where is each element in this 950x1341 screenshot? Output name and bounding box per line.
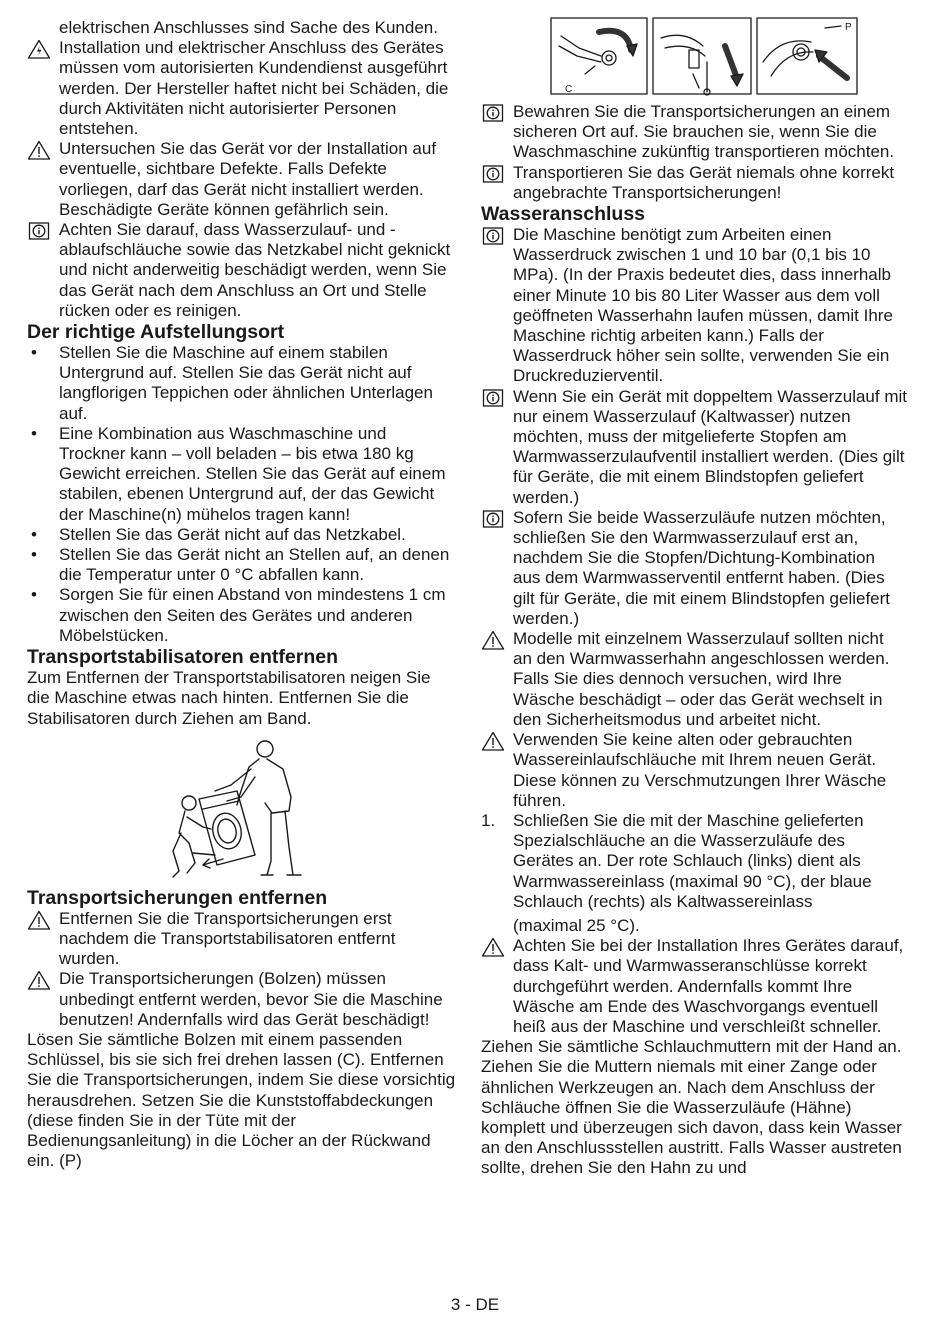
warning-icon: [481, 731, 505, 751]
left-column: [27, 18, 457, 1171]
info-icon: [481, 388, 505, 408]
bullet-item: [27, 585, 457, 646]
step-number: 1.: [481, 810, 496, 830]
bullet-dot: •: [31, 545, 37, 565]
note-text: Bewahren Sie die Transportsicherungen an einem sicheren Ort auf. Sie brauchen sie, wenn Sie die Waschmaschine zukünftig transportieren möchten.: [513, 102, 895, 162]
note-bolts-order: [27, 909, 457, 970]
section-title-location: Der richtige Aufstellungsort: [27, 321, 285, 344]
step-text: Schließen Sie die mit der Maschine gelieferten Spezialschläuche an die Wasserzuläufe des Gerätes an. Der rote Schlauch (links) dient als Warmwassereinlass (maximal 90 °C), der blaue Schlauch (rechts) als Kaltwassereinlass: [513, 810, 872, 911]
note-hoses: [27, 220, 457, 321]
note-text: Achten Sie darauf, dass Wasserzulauf- und -ablaufschläuche sowie das Netzkabel nicht geknickt und nicht anderweitig beschädigt werden, wenn Sie das Gerät nach dem Anschluss an Ort und Stelle rücken oder es reinigen.: [59, 220, 451, 320]
note-keep-bolts: [481, 102, 907, 163]
note-installation: [27, 38, 457, 139]
info-icon: [27, 221, 51, 241]
bullet-dot: •: [31, 524, 37, 544]
note-water-pressure: [481, 225, 907, 387]
bullet-item: [27, 545, 457, 585]
section-title-water-connection: Wasseranschluss: [481, 203, 646, 226]
note-text: Entfernen Sie die Transportsicherungen erst nachdem die Transportstabilisatoren entfernt wurden.: [59, 908, 396, 969]
note-text: Verwenden Sie keine alten oder gebrauchten Wassereinlaufschläuche mit Ihrem neuen Gerät. Diese können zu Verschmutzungen Ihrer Wäsche führen.: [513, 730, 887, 810]
bolt-removal-figure: [481, 16, 907, 98]
note-text: Wenn Sie ein Gerät mit doppeltem Wasserzulauf mit nur einem Wasserzulauf (Kaltwasser) nutzen möchten, muss der mitgelieferte Stopfen am Warmwasserzulaufventil installiert werden. (Dies gilt für Geräte, die mit einem Blindstopfen geliefert werden.): [513, 386, 907, 507]
note-both-inlets: [481, 508, 907, 629]
warning-icon: [27, 910, 51, 930]
warning-icon: [481, 630, 505, 650]
note-text: Modelle mit einzelnem Wasserzulauf sollten nicht an den Warmwasserhahn angeschlossen werden. Falls Sie dies dennoch versuchen, wird Ihre Wäsche beschädigt – oder das Gerät wechselt in den Sicherheitsmodus und arbeitet nicht.: [513, 629, 890, 729]
note-single-inlet: [481, 387, 907, 508]
note-text: Die Transportsicherungen (Bolzen) müssen unbedingt entfernt werden, bevor Sie die Maschine benutzen! Andernfalls wird das Gerät beschädigt!: [59, 969, 443, 1029]
section-title-transport-bolts: Transportsicherungen entfernen: [27, 886, 328, 909]
note-text: Transportieren Sie das Gerät niemals ohne korrekt angebrachte Transportsicherungen!: [513, 162, 895, 202]
bullet-text: Stellen Sie die Maschine auf einem stabilen Untergrund auf. Stellen Sie das Gerät nicht auf langflorigen Teppichen oder ähnlichen Unterlagen auf.: [59, 343, 433, 423]
bolts-instructions: Lösen Sie sämtliche Bolzen mit einem passenden Schlüssel, bis sie sich frei drehen lassen (C). Entfernen Sie die Transportsicherungen, indem Sie diese vorsichtig herausdrehen. Setzen Sie die Kunststoffabdeckungen (diese finden Sie in der Tüte mit der Bedienungsanleitung) in die Löcher an der Rückwand ein. (P): [27, 1029, 456, 1171]
note-old-hoses: [481, 730, 907, 811]
bullet-item: [27, 525, 457, 545]
bullet-text: Sorgen Sie für einen Abstand von mindestens 1 cm zwischen den Seiten des Gerätes und anderen Möbelstücken.: [59, 585, 446, 645]
note-text: Achten Sie bei der Installation Ihres Gerätes darauf, dass Kalt- und Warmwasseranschlüsse korrekt durchgeführt werden. Andernfalls kommt Ihre Wäsche am Ende des Waschvorgangs eventuell heiß aus der Maschine und verschleißt schneller.: [513, 936, 904, 1036]
warning-icon: [27, 140, 51, 160]
warning-icon: [481, 937, 505, 957]
step-1: [481, 811, 907, 936]
note-bolts-required: [27, 969, 457, 1030]
note-text: Sofern Sie beide Wasserzuläufe nutzen möchten, schließen Sie den Warmwasserzulauf erst an, nachdem Sie die Stopfen/Dichtung-Kombination aus dem Warmwasserventil entfernt haben. (Dies gilt für Geräte, die mit einem Blindstopfen geliefert werden.): [513, 507, 891, 628]
figure-label-c: C: [565, 84, 573, 95]
section-title-stabilizers: Transportstabilisatoren entfernen: [27, 646, 338, 669]
bullet-text: Stellen Sie das Gerät nicht an Stellen auf, an denen die Temperatur unter 0 °C abfallen kann.: [59, 545, 450, 585]
step-text-temperature: (maximal 25 °C).: [513, 915, 640, 935]
bullet-dot: •: [31, 343, 37, 363]
note-hot-water: [481, 629, 907, 730]
intro-text: elektrischen Anschlusses sind Sache des Kunden.: [59, 18, 438, 37]
bullet-text: Stellen Sie das Gerät nicht auf das Netzkabel.: [59, 524, 406, 544]
note-never-transport: [481, 163, 907, 203]
info-icon: [481, 164, 505, 184]
info-icon: [481, 103, 505, 123]
note-text: Untersuchen Sie das Gerät vor der Installation auf eventuelle, sichtbare Defekte. Falls Defekte vorliegen, darf das Gerät nicht installiert werden. Beschädigte Geräte können gefährlich sein.: [59, 139, 437, 219]
page-number: 3 - DE: [450, 1295, 500, 1314]
figure-label-p: P: [845, 22, 852, 33]
intro-continuation: [27, 18, 457, 38]
warning-lightning-icon: [27, 39, 51, 59]
note-defects: [27, 139, 457, 220]
bullet-item: [27, 343, 457, 424]
right-column: [481, 18, 907, 1179]
bullet-dot: •: [31, 585, 37, 605]
note-hot-cold-correct: [481, 936, 907, 1037]
bullet-dot: •: [31, 423, 37, 443]
tilting-machine-illustration: [27, 737, 457, 887]
note-text: Installation und elektrischer Anschluss des Gerätes müssen vom autorisierten Kundendienst ausgeführt werden. Der Hersteller haftet nicht bei Schäden, die durch Aktivitäten nicht autorisierter Personen entstehen.: [59, 38, 449, 139]
hose-nut-instructions: Ziehen Sie sämtliche Schlauchmuttern mit der Hand an. Ziehen Sie die Muttern niemals mit einer Zange oder ähnlichen Werkzeugen an. Nach dem Anschluss der Schläuche öffnen Sie die Wasserzuläufe (Hähne) komplett und überzeugen sich davon, dass kein Wasser an den Anschlussstellen austritt. Falls Wasser austreten sollte, drehen Sie den Hahn zu und: [481, 1037, 902, 1178]
info-icon: [481, 509, 505, 529]
info-icon: [481, 226, 505, 246]
warning-icon: [27, 970, 51, 990]
bullet-text: Eine Kombination aus Waschmaschine und Trockner kann – voll beladen – bis etwa 180 kg Gewicht erreichen. Stellen Sie das Gerät auf einem stabilen, ebenen Untergrund auf, der das Gewicht der Maschine(n) mühelos tragen kann!: [59, 423, 446, 524]
bullet-item: [27, 424, 457, 525]
stabilizers-text: Zum Entfernen der Transportstabilisatoren neigen Sie die Maschine etwas nach hinten. Entfernen Sie die Stabilisatoren durch Ziehen am Band.: [27, 668, 431, 728]
note-text: Die Maschine benötigt zum Arbeiten einen Wasserdruck zwischen 1 und 10 bar (0,1 bis 10 MPa). (In der Praxis bedeutet dies, dass innerhalb einer Minute 10 bis 80 Liter Wasser aus dem voll geöffneten Wasserhahn laufen müssen, damit Ihre Maschine richtig arbeiten kann.) Falls der Wasserdruck höher sein sollte, verwenden Sie ein Druckreduzierventil.: [513, 225, 893, 386]
